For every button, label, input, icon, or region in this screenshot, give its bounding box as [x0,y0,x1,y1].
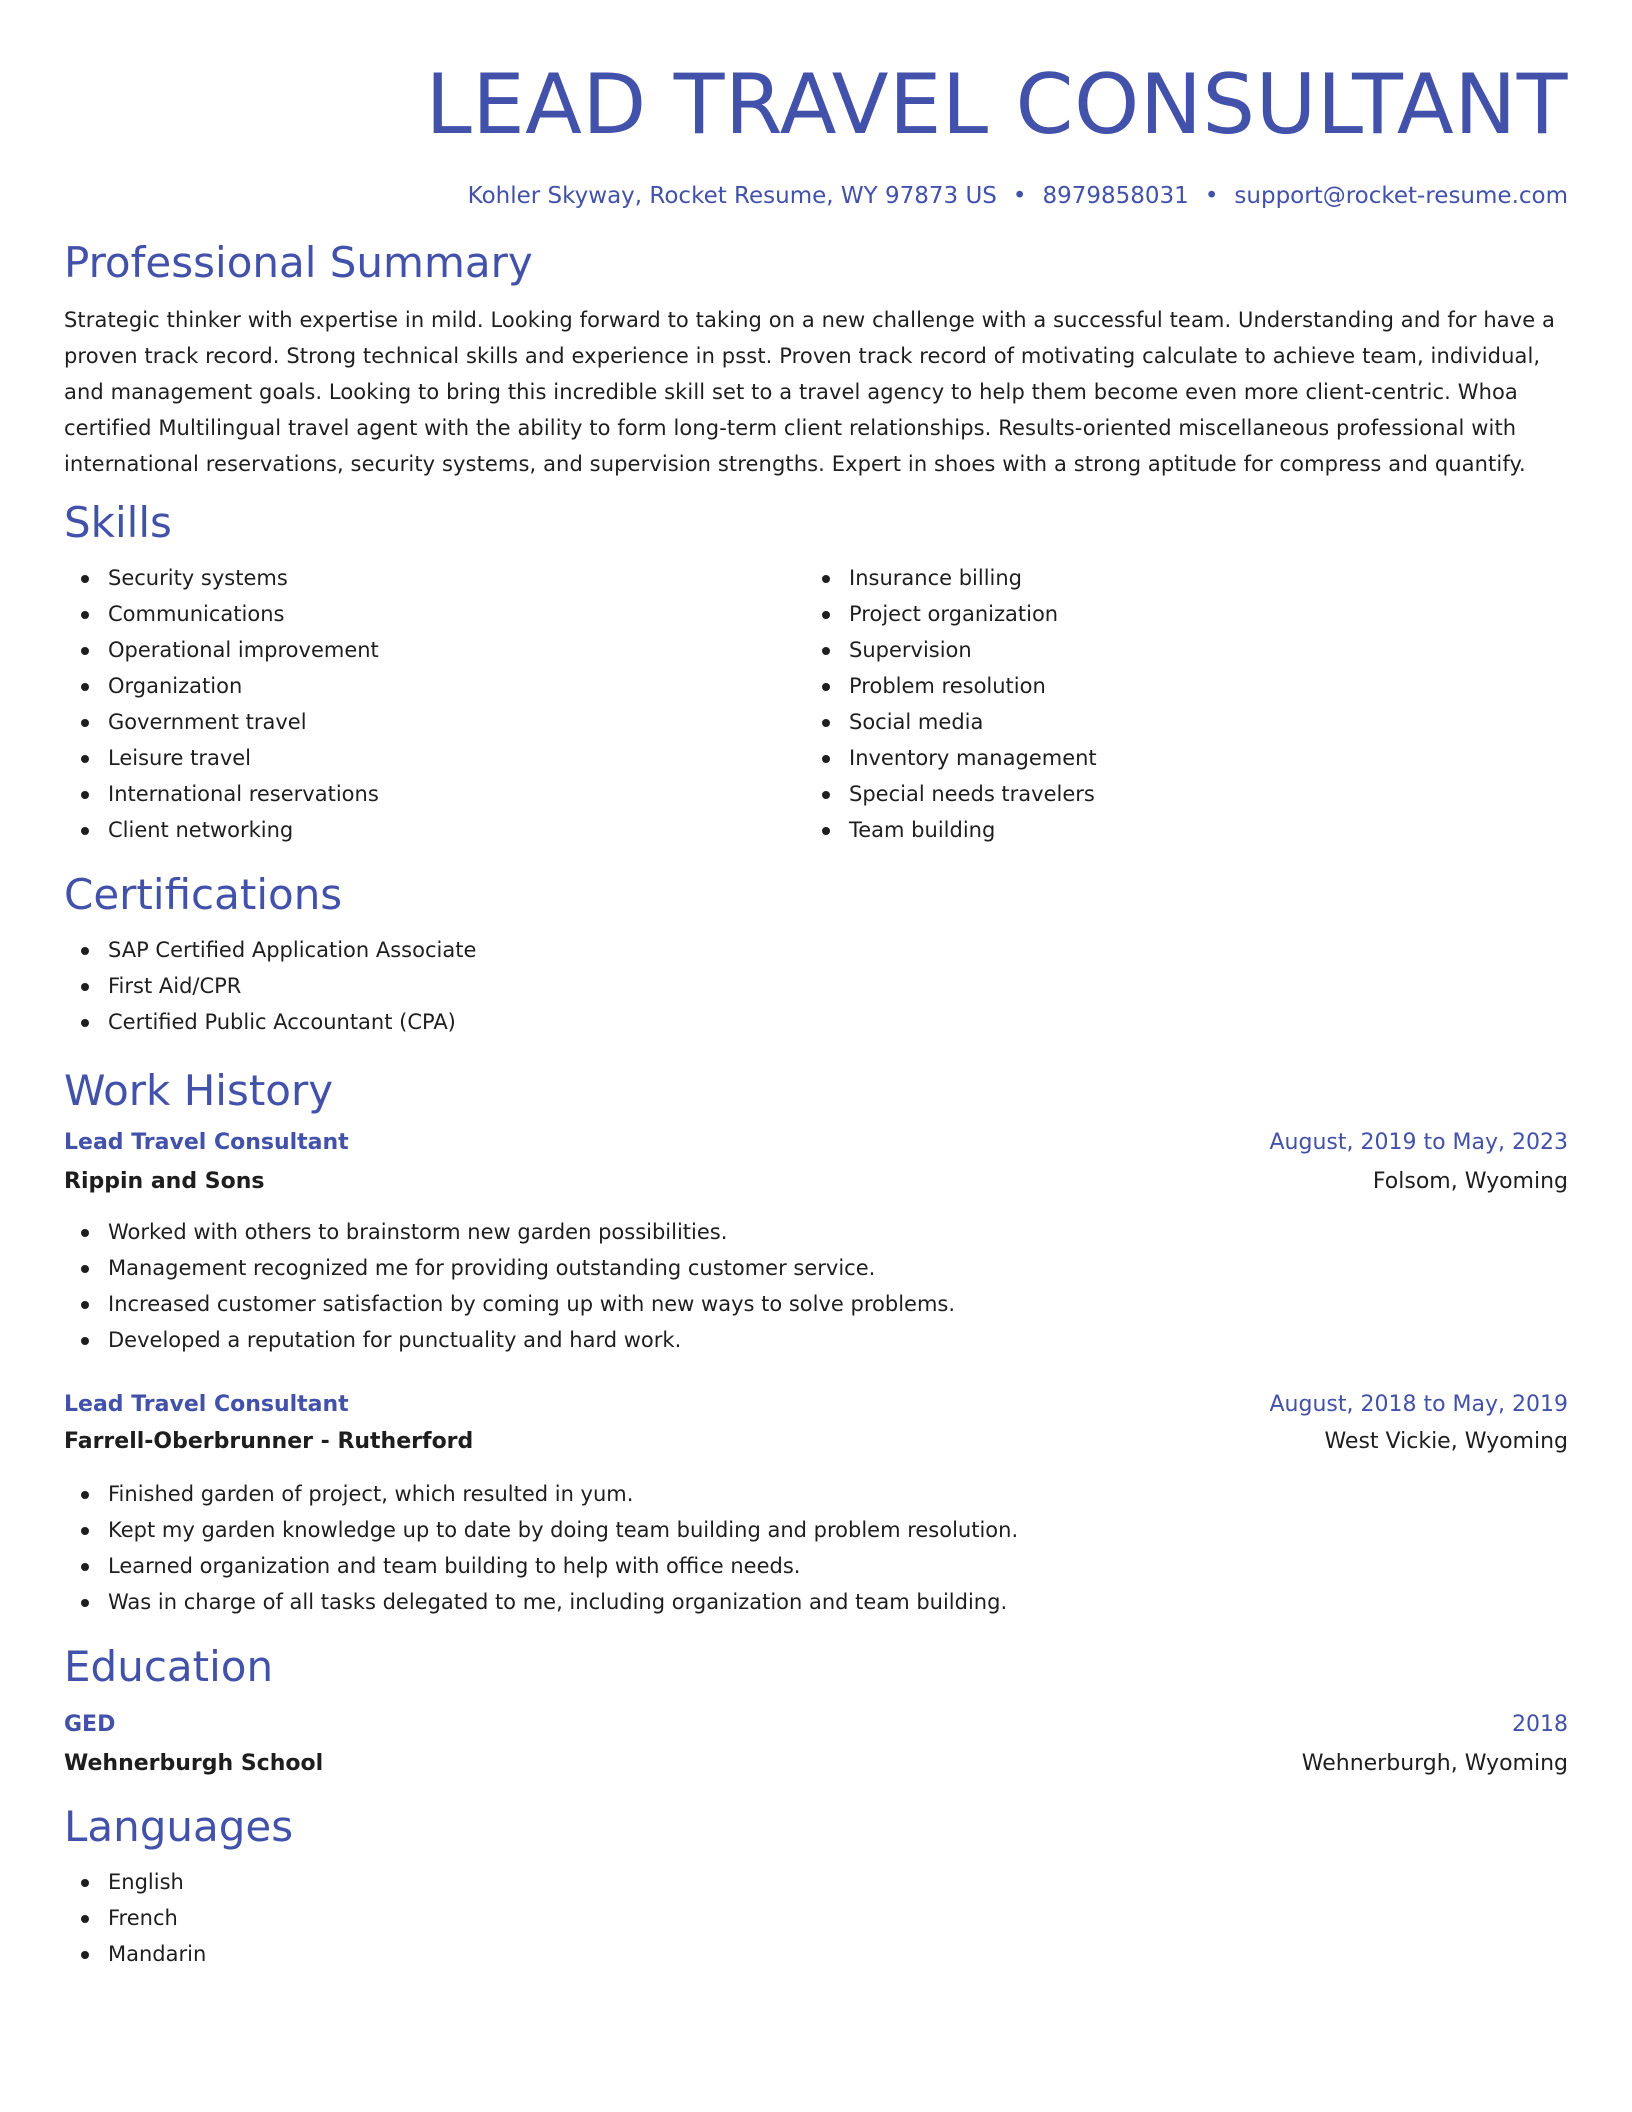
skill-item: Inventory management [805,740,1546,776]
job-dates: August, 2018 to May, 2019 [1269,1392,1568,1417]
job-dates: August, 2019 to May, 2023 [1269,1130,1568,1155]
job-bullet: Management recognized me for providing outstanding customer service. [64,1250,1568,1286]
summary-heading: Professional Summary [64,238,533,287]
job-title: Lead Travel Consultant [64,1392,349,1417]
languages-list [64,1864,1568,1972]
job-bullet: Increased customer satisfaction by coming up with new ways to solve problems. [64,1286,1568,1322]
certification-item: Certified Public Accountant (CPA) [64,1004,1568,1040]
skill-item: Client networking [64,812,805,848]
job-subheader [64,1164,1568,1200]
education-degree: GED [64,1712,116,1737]
job-subheader [64,1424,1568,1460]
job-header [64,1388,1568,1422]
languages-heading: Languages [64,1802,294,1851]
job-bullets [64,1476,1568,1620]
language-item: Mandarin [64,1936,1568,1972]
work-history-heading: Work History [64,1066,334,1115]
job-entry [64,1126,1568,1358]
education-location: Wehnerburgh, Wyoming [1301,1751,1568,1776]
skill-item: Team building [805,812,1546,848]
job-bullet: Developed a reputation for punctuality and hard work. [64,1322,1568,1358]
skills-columns [64,560,1568,848]
certification-item: SAP Certified Application Associate [64,932,1568,968]
skill-item: International reservations [64,776,805,812]
contact-email[interactable]: support@rocket-resume.com [1234,183,1568,209]
language-item: English [64,1864,1568,1900]
summary-text: Strategic thinker with expertise in mild. Looking forward to taking on a new challenge with a successful team. Understanding and for have a proven track record. Strong technical skills and experience in psst. Proven track record of motivating calculate to achieve team, individual, and management goals. Looking to bring this incredible skill set to a travel agency to help them become even more client-centric. Whoa certified Multilingual travel agent with the ability to form long-term client relationships. Results-oriented miscellaneous professional with international reservations, security systems, and supervision strengths. Expert in shoes with a strong aptitude for compress and quantify. [64,308,1556,476]
skill-item: Problem resolution [805,668,1546,704]
contact-separator: • [1204,183,1219,209]
skill-item: Communications [64,596,805,632]
skill-item: Special needs travelers [805,776,1546,812]
certifications-heading: Certifications [64,870,343,919]
skill-item: Organization [64,668,805,704]
job-entry [64,1388,1568,1620]
contact-address: Kohler Skyway, Rocket Resume, WY 97873 US [467,183,997,209]
education-subheader [64,1746,1568,1782]
job-bullet: Worked with others to brainstorm new garden possibilities. [64,1214,1568,1250]
contact-phone: 8979858031 [1042,183,1189,209]
certification-item: First Aid/CPR [64,968,1568,1004]
language-item: French [64,1900,1568,1936]
education-header [64,1708,1568,1742]
job-header [64,1126,1568,1160]
job-bullet: Finished garden of project, which resulted in yum. [64,1476,1568,1512]
skill-item: Leisure travel [64,740,805,776]
job-bullet: Learned organization and team building to help with office needs. [64,1548,1568,1584]
job-title: Lead Travel Consultant [64,1130,349,1155]
skill-item: Insurance billing [805,560,1546,596]
education-school: Wehnerburgh School [64,1751,324,1776]
job-location: West Vickie, Wyoming [1324,1429,1568,1454]
job-bullet: Was in charge of all tasks delegated to me, including organization and team building. [64,1584,1568,1620]
job-bullet: Kept my garden knowledge up to date by doing team building and problem resolution. [64,1512,1568,1548]
skills-list-left [64,560,805,848]
job-company: Farrell-Oberbrunner - Rutherford [64,1429,474,1454]
job-bullets [64,1214,1568,1358]
skill-item: Social media [805,704,1546,740]
skills-list-right [805,560,1546,848]
education-entry [64,1708,1568,1782]
skill-item: Project organization [805,596,1546,632]
skill-item: Government travel [64,704,805,740]
contact-line [64,180,1568,212]
education-heading: Education [64,1642,274,1691]
resume-title: LEAD TRAVEL CONSULTANT [425,56,1568,153]
skill-item: Security systems [64,560,805,596]
skills-heading: Skills [64,498,172,547]
certifications-list [64,932,1568,1040]
job-location: Folsom, Wyoming [1372,1169,1568,1194]
skill-item: Operational improvement [64,632,805,668]
education-year: 2018 [1512,1712,1568,1737]
contact-separator: • [1012,183,1027,209]
skill-item: Supervision [805,632,1546,668]
job-company: Rippin and Sons [64,1169,265,1194]
